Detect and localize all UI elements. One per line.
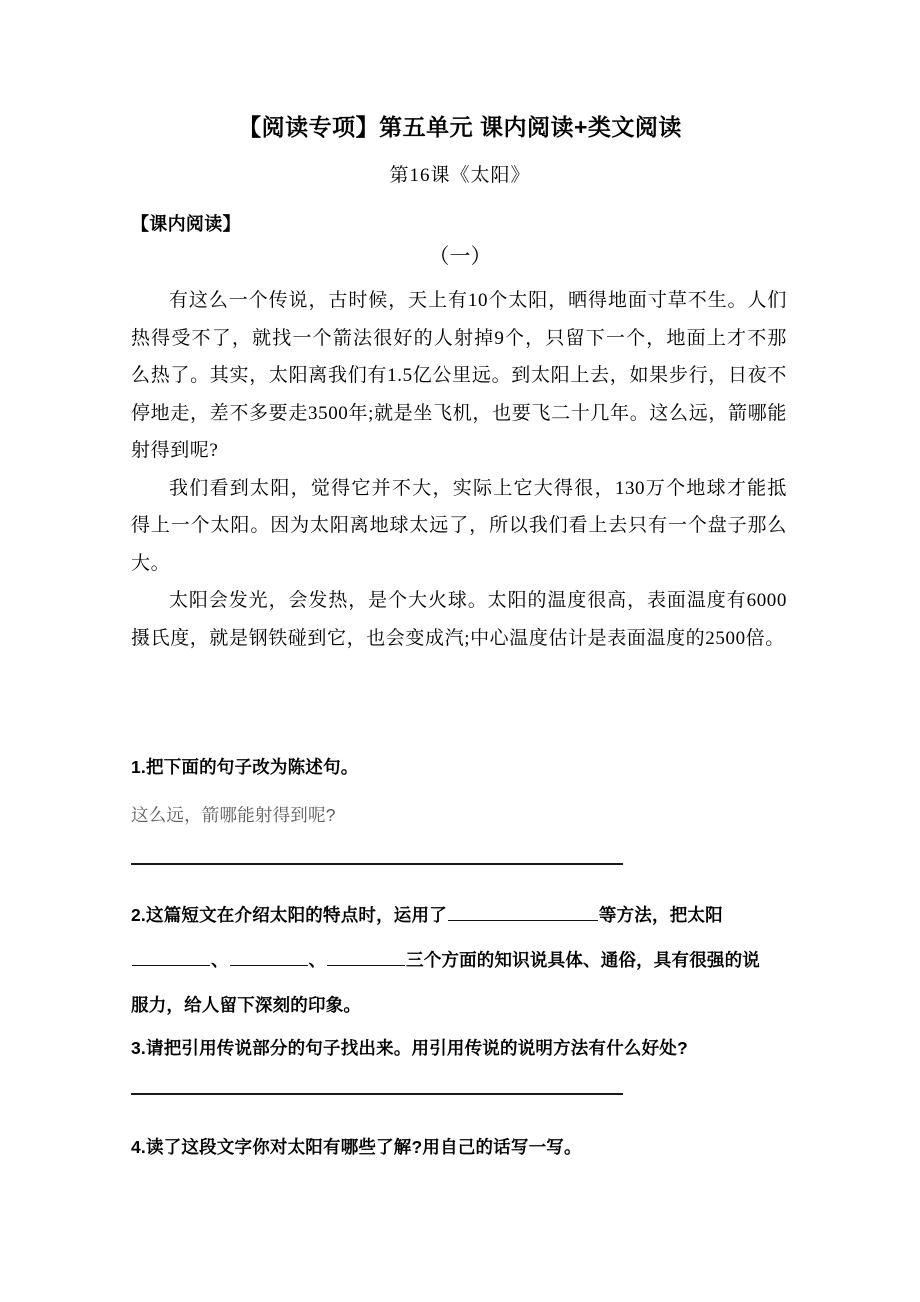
- question-2-line-2: [131, 948, 760, 973]
- question-1-text: 1.把下面的句子改为陈述句。: [131, 757, 359, 777]
- section-label-intext-reading: 【课内阅读】: [131, 214, 241, 234]
- question-2-suffix: 等方法，把太阳: [598, 905, 723, 925]
- passage-paragraph: 太阳会发光，会发热，是个大火球。太阳的温度很高，表面温度有6000摄氏度，就是钢铁碰到它，也会变成汽;中心温度估计是表面温度的2500倍。: [131, 590, 787, 649]
- question-2-line-1: [131, 903, 723, 928]
- question-2-separator-1: 、: [211, 950, 229, 970]
- passage-paragraph: 我们看到太阳，觉得它并不大，实际上它大得很，130万个地球才能抵得上一个太阳。因为太阳离地球太远了，所以我们看上去只有一个盘子那么大。: [131, 477, 787, 574]
- question-3-answer-line[interactable]: [131, 1093, 623, 1095]
- question-2-blank-3[interactable]: [230, 948, 308, 966]
- question-2-blank-4[interactable]: [327, 948, 405, 966]
- question-2-blank-2[interactable]: [132, 948, 210, 966]
- question-2-blank-1[interactable]: [448, 903, 598, 921]
- question-4-text: 4.读了这段文字你对太阳有哪些了解?用自己的话写一写。: [131, 1137, 582, 1157]
- question-2-line-3: 服力，给人留下深刻的印象。: [131, 995, 362, 1015]
- question-1-quote: 这么远，箭哪能射得到呢?: [131, 805, 336, 825]
- document-subtitle: 第16课《太阳》: [389, 165, 531, 186]
- reading-passage: [131, 282, 787, 657]
- question-2-separator-2: 、: [308, 950, 326, 970]
- question-3-text: 3.请把引用传说部分的句子找出来。用引用传说的说明方法有什么好处?: [131, 1038, 688, 1058]
- answer-rule[interactable]: [131, 1093, 623, 1095]
- part-marker: （一）: [428, 244, 492, 268]
- answer-rule[interactable]: [131, 863, 623, 865]
- question-2-prefix: 2.这篇短文在介绍太阳的特点时，运用了: [131, 905, 447, 925]
- question-2-tail: 三个方面的知识说具体、通俗，具有很强的说: [406, 950, 760, 970]
- page-title: 【阅读专项】第五单元 课内阅读+类文阅读: [238, 114, 682, 140]
- passage-paragraph: 有这么一个传说，古时候，天上有10个太阳，晒得地面寸草不生。人们热得受不了，就找一个箭法很好的人射掉9个，只留下一个，地面上才不那么热了。其实，太阳离我们有1.5亿公里远。到太阳上去，如果步行，日夜不停地走，差不多要走3500年;就是坐飞机，也要飞二十几年。这么远，箭哪能射得到呢?: [131, 290, 787, 461]
- question-1-answer-line[interactable]: [131, 863, 623, 865]
